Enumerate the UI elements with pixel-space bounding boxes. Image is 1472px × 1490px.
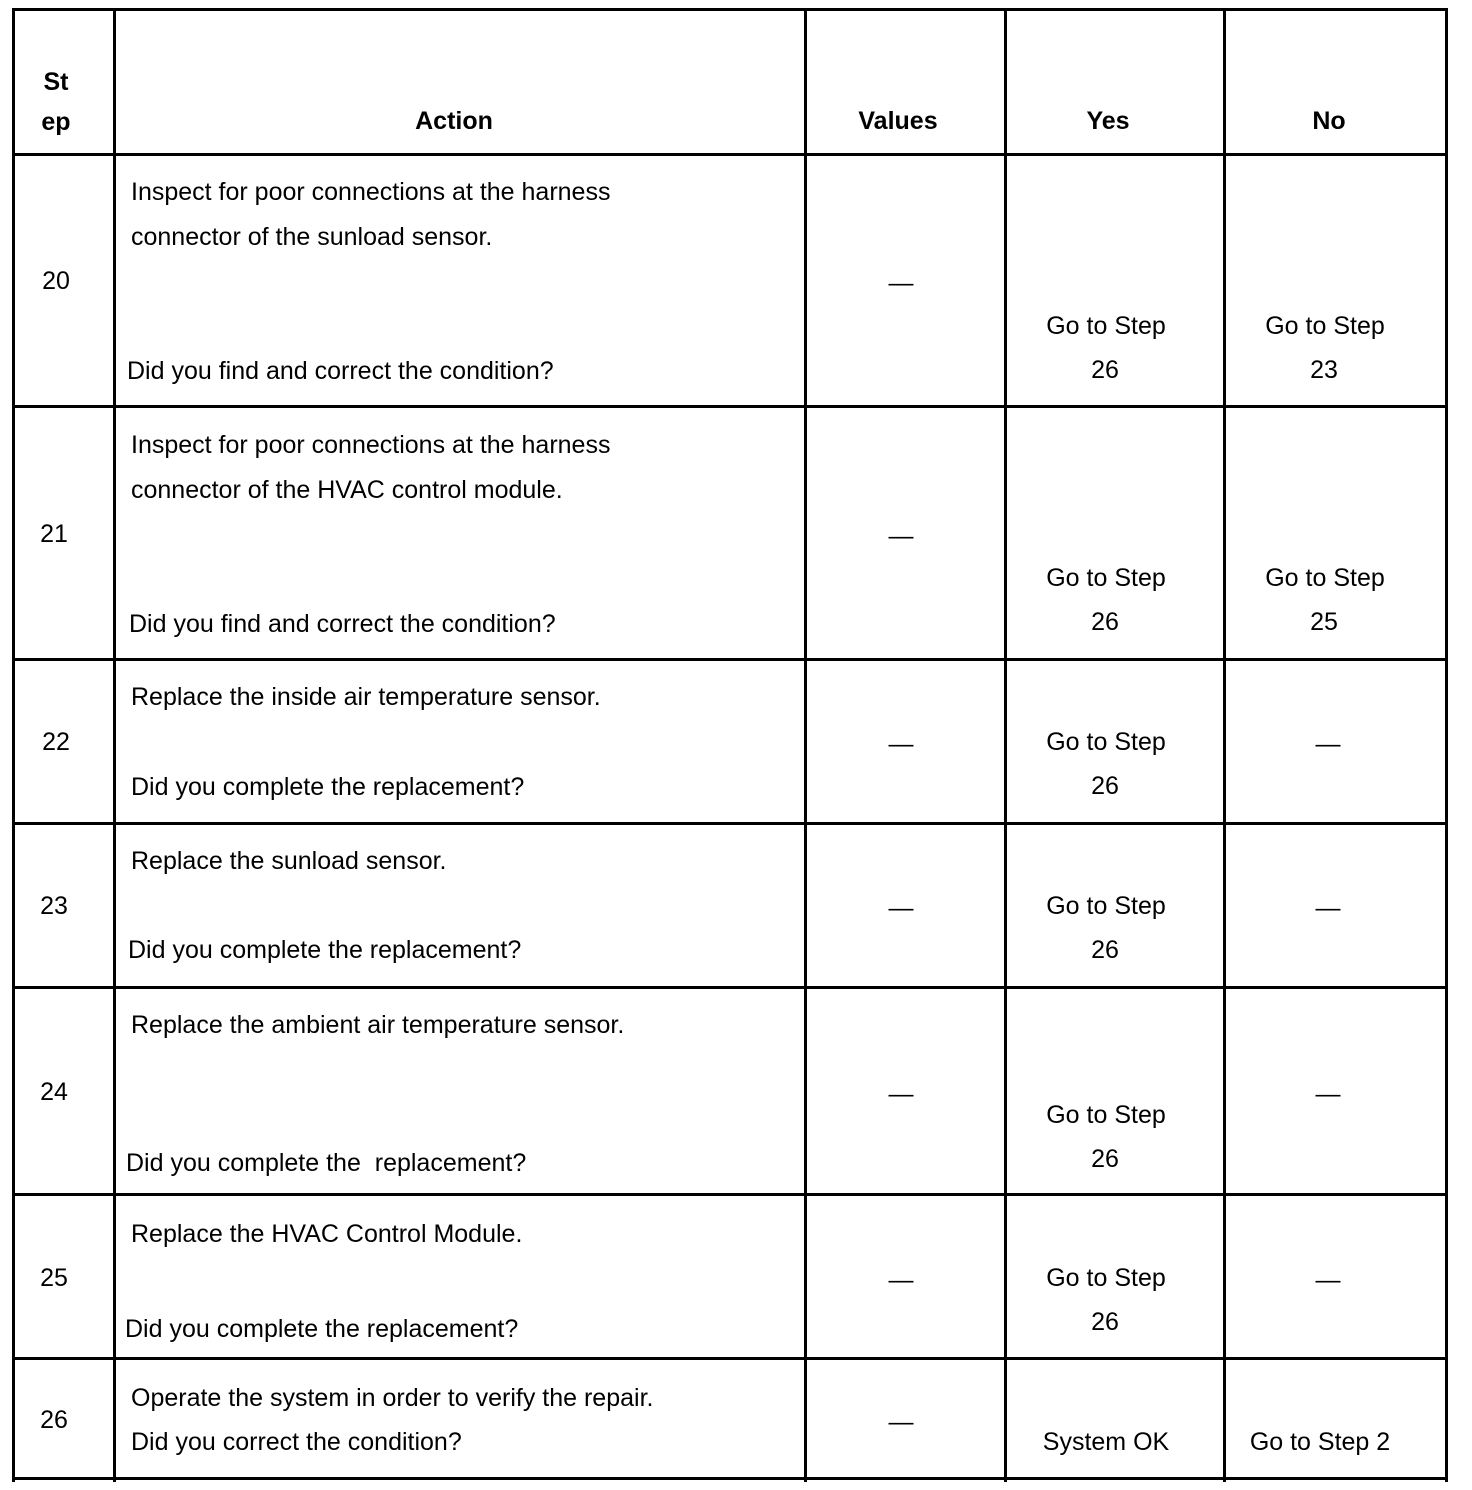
header-values: Values <box>858 107 938 135</box>
value-cell: — <box>888 730 914 758</box>
action-question: Did you find and correct the condition? <box>129 610 556 638</box>
header-no: No <box>1312 107 1346 135</box>
action-text: Replace the inside air temperature sensor. <box>131 683 601 711</box>
yes-cell: 26 <box>1091 608 1119 636</box>
header-step-line2: ep <box>41 108 71 136</box>
action-text: Inspect for poor connections at the harness <box>131 431 611 459</box>
action-question: Did you complete the replacement? <box>125 1315 519 1343</box>
grid-line <box>1445 8 1448 1482</box>
action-question: Did you complete the replacement? <box>126 1149 527 1177</box>
no-cell: — <box>1315 730 1341 758</box>
action-text: Inspect for poor connections at the harness <box>131 178 611 206</box>
action-text: connector of the HVAC control module. <box>131 476 563 504</box>
action-text: Replace the ambient air temperature sensor. <box>131 1011 625 1039</box>
yes-cell: 26 <box>1091 936 1119 964</box>
no-cell: Go to Step <box>1265 564 1385 592</box>
header-step-line1: St <box>43 68 69 96</box>
no-cell: 23 <box>1310 356 1338 384</box>
yes-cell: System OK <box>1042 1428 1170 1456</box>
grid-line <box>12 658 1448 661</box>
step-number: 24 <box>40 1078 68 1106</box>
grid-line <box>12 405 1448 408</box>
action-question: Did you find and correct the condition? <box>127 357 554 385</box>
yes-cell: Go to Step <box>1046 728 1166 756</box>
no-cell: 25 <box>1310 608 1338 636</box>
step-number: 20 <box>42 267 70 295</box>
yes-cell: Go to Step <box>1046 1264 1166 1292</box>
value-cell: — <box>888 894 914 922</box>
value-cell: — <box>888 522 914 550</box>
action-text: connector of the sunload sensor. <box>131 223 493 251</box>
no-cell: Go to Step <box>1265 312 1385 340</box>
yes-cell: Go to Step <box>1046 312 1166 340</box>
grid-line <box>12 986 1448 989</box>
grid-line <box>12 1357 1448 1360</box>
yes-cell: 26 <box>1091 356 1119 384</box>
action-question: Did you correct the condition? <box>131 1428 462 1456</box>
yes-cell: Go to Step <box>1046 564 1166 592</box>
header-yes: Yes <box>1086 107 1130 135</box>
grid-line <box>12 1477 1448 1480</box>
header-action: Action <box>415 107 493 135</box>
grid-line <box>12 153 1448 156</box>
action-text: Replace the HVAC Control Module. <box>131 1220 523 1248</box>
no-cell: — <box>1315 1080 1341 1108</box>
action-question: Did you complete the replacement? <box>131 773 525 801</box>
grid-line <box>12 8 1448 11</box>
no-cell: — <box>1315 894 1341 922</box>
yes-cell: 26 <box>1091 772 1119 800</box>
yes-cell: 26 <box>1091 1145 1119 1173</box>
value-cell: — <box>888 1080 914 1108</box>
action-text: Replace the sunload sensor. <box>131 847 447 875</box>
action-text: Operate the system in order to verify the repair. <box>131 1384 654 1412</box>
yes-cell: Go to Step <box>1046 1101 1166 1129</box>
value-cell: — <box>888 1408 914 1436</box>
step-number: 22 <box>42 728 70 756</box>
yes-cell: 26 <box>1091 1308 1119 1336</box>
step-number: 23 <box>40 892 68 920</box>
yes-cell: Go to Step <box>1046 892 1166 920</box>
value-cell: — <box>888 1266 914 1294</box>
grid-line <box>12 1193 1448 1196</box>
action-question: Did you complete the replacement? <box>128 936 522 964</box>
step-number: 26 <box>40 1406 68 1434</box>
no-cell: — <box>1315 1266 1341 1294</box>
value-cell: — <box>888 269 914 297</box>
step-number: 21 <box>40 520 68 548</box>
step-number: 25 <box>40 1264 68 1292</box>
grid-line <box>113 8 116 1482</box>
no-cell: Go to Step 2 <box>1249 1428 1391 1456</box>
grid-line <box>12 822 1448 825</box>
